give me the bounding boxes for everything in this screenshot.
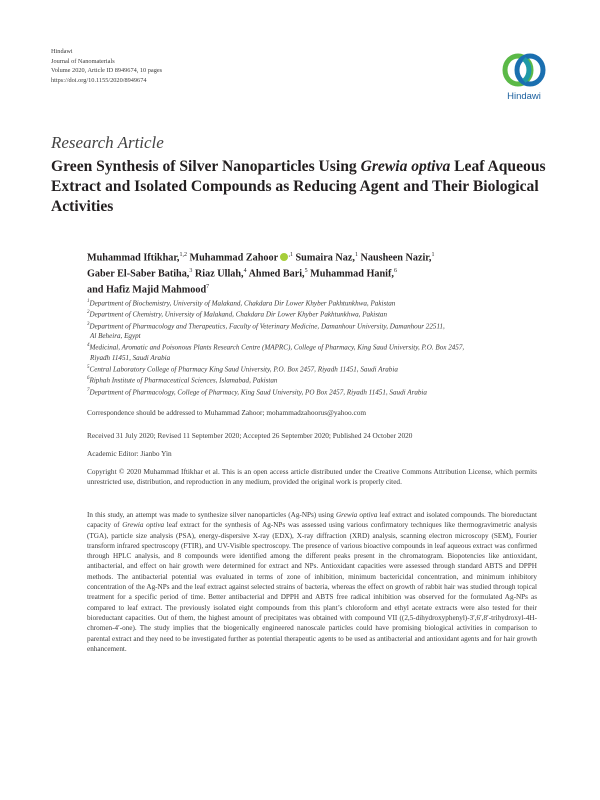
abstract-text: leaf extract and isolated compounds. The bioreductant capacity of xyxy=(87,511,537,530)
affiliations xyxy=(87,297,562,397)
author-affil-ref: 1 xyxy=(431,252,435,258)
author-line-1 xyxy=(87,249,557,265)
author-line-2 xyxy=(87,265,557,281)
affiliation-number: 3 xyxy=(87,321,90,327)
article-dates: Received 31 July 2020; Revised 11 September 2020; Accepted 26 September 2020; Published 24 October 2020 xyxy=(87,431,413,440)
author-name[interactable]: Muhammad Zahoor xyxy=(186,252,278,264)
copyright-notice: Copyright © 2020 Muhammad Iftikhar et al. This is an open access article distributed under the Creative Commons Attribution License, which permits unrestricted use, distribution, and reproduction in any medium, provided the original work is properly cited. xyxy=(87,467,537,487)
author-name[interactable]: Muhammad Hanif, xyxy=(307,268,394,280)
title-part-2: Leaf Aqueous Extract and Isolated Compounds as Reducing Agent and Their Biological Activities xyxy=(51,158,546,215)
affiliation-item xyxy=(87,320,562,331)
title-part-1: Green Synthesis of Silver Nanoparticles Using xyxy=(51,158,361,175)
doi-link[interactable]: https://doi.org/10.1155/2020/8949674 xyxy=(51,76,147,84)
affiliation-text: Central Laboratory College of Pharmacy King Saud University, P.O. Box 2457, Riyadh 11451, Saudi Arabia xyxy=(89,365,398,374)
author-affil-ref: 3 xyxy=(189,268,193,275)
affiliation-item xyxy=(87,374,562,385)
author-affil-ref: 7 xyxy=(206,284,210,291)
hindawi-wordmark: Hindawi xyxy=(507,91,541,102)
author-affil-ref: 6 xyxy=(393,268,397,275)
author-name[interactable]: Sumaira Naz, xyxy=(292,252,355,264)
affiliation-number: 4 xyxy=(87,343,90,349)
author-affil-ref: 5 xyxy=(304,268,308,275)
author-name[interactable]: Nausheen Nazir, xyxy=(357,252,432,264)
affiliation-number: 6 xyxy=(87,376,90,382)
author-affil-ref: 1,2 xyxy=(179,252,187,258)
title-species: Grewia optiva xyxy=(360,158,451,175)
article-title xyxy=(51,157,561,217)
affiliation-item xyxy=(87,363,562,374)
affiliation-item xyxy=(87,308,562,319)
orcid-icon[interactable] xyxy=(280,253,288,261)
publisher-name: Hindawi xyxy=(51,48,73,55)
journal-header xyxy=(51,47,162,85)
affiliation-continuation: Al Beheira, Egypt xyxy=(90,332,141,341)
affiliation-number: 2 xyxy=(87,310,90,316)
affiliation-number: 5 xyxy=(87,365,90,370)
author-affil-ref: 1 xyxy=(354,252,358,258)
affiliation-continuation: Riyadh 11451, Saudi Arabia xyxy=(90,353,171,362)
author-name[interactable]: Muhammad Iftikhar, xyxy=(87,252,180,264)
author-name[interactable]: and Hafiz Majid Mahmood xyxy=(87,284,207,296)
journal-name: Journal of Nanomaterials xyxy=(51,57,115,65)
author-name[interactable]: Ahmed Bari, xyxy=(246,268,305,280)
affiliation-text: Department of Chemistry, University of Malakand, Chakdara Dir Lower Khyber Pakhtunkhwa, Pakistan xyxy=(89,310,388,319)
affiliation-number: 1 xyxy=(87,299,90,304)
author-list xyxy=(87,249,557,298)
abstract-species: Grewia optiva xyxy=(122,521,165,530)
abstract-text: In this study, an attempt was made to synthesize silver nanoparticles (Ag-NPs) using xyxy=(87,511,336,519)
correspondence: Correspondence should be addressed to Muhammad Zahoor; mohammadzahoorus@yahoo.com xyxy=(87,408,367,417)
affiliation-text: Riphah Institute of Pharmaceutical Sciences, Islamabad, Pakistan xyxy=(89,376,278,385)
affiliation-text: Department of Pharmacology and Therapeutics, Faculty of Veterinary Medicine, Damanhour University, Damanhour 22511, xyxy=(89,322,445,331)
author-line-3 xyxy=(87,281,557,297)
academic-editor: Academic Editor: Jianbo Yin xyxy=(87,449,172,458)
affiliation-text: Department of Biochemistry, University of Malakand, Chakdara Dir Lower Khyber Pakhtunkhwa, Pakistan xyxy=(89,299,396,308)
affiliation-number: 7 xyxy=(87,387,90,393)
abstract-text: leaf extract for the synthesis of Ag-NPs was assessed using various confirmatory techniques like thermogravimetric analysis (TGA), particle size analysis (PSA), energy-dispersive X-ray (EDX), X-ray diffraction (XRD) analysis, scanning electron microscopy (SEM), Fourier transform infrared spectroscopy (FTIR), and UV-Visible spectroscopy. The presence of various bioactive compounds in leaf aqueous extract was confirmed through HPLC analysis, and 8 compounds were identified among the different peaks present in the chromatogram. Biopotencies like antioxidant, antibacterial, and effect on hair growth were determined for extract and NPs. Antioxidant capacities were assessed through standard ABTS and DPPH methods. The antibacterial potential was evaluated in terms of zone of inhibition, minimum bactericidal concentration, and minimum inhibitory concentration of the Ag-NPs and the leaf extract against selected strains of bacteria, whereas the effect on growth of rabbit hair was studied through topical treatment for a specific period of time. Better antibacterial and DPPH and ABTS free radical inhibition was observed for the formulated Ag-NPs as compared to leaf extract. The previously isolated eight compounds from this plant’s chloroform and ethyl acetate extracts were also tested for their bioreductant capacities. Out of them, the highest amount of precipitates was obtained with compound VII ((2,5-dihydroxyphenyl)-3′,6′,8′-trihydroxyl-4H-chromen-4′-one). The study implies that the biogenically engineered nanoscale particles could have promising biological activities in comparison to parental extract and they need to be investigated further as potential therapeutic agents to be used as antibacterial and antioxidant agents and for hair growth enhancement. xyxy=(87,521,537,653)
article-type: Research Article xyxy=(51,133,164,152)
author-name[interactable]: Gaber El-Saber Batiha, xyxy=(87,268,190,280)
affiliation-text: Medicinal, Aromatic and Poisonous Plants Research Centre (MAPRC), College of Pharmacy, King Saud University, P.O. Box 2457, xyxy=(89,343,465,352)
affiliation-text: Department of Pharmacology, College of Pharmacy, King Saud University, PO Box 2457, Riyadh 11451, Saudi Arabia xyxy=(89,388,427,397)
abstract xyxy=(87,510,537,654)
affiliation-item xyxy=(87,341,562,352)
affiliation-item xyxy=(87,386,562,397)
affiliation-item xyxy=(87,297,562,308)
abstract-species: Grewia optiva xyxy=(335,511,378,519)
author-affil-ref: ,1 xyxy=(288,252,293,258)
author-name[interactable]: Riaz Ullah, xyxy=(192,268,244,280)
author-affil-ref: 4 xyxy=(243,268,247,275)
volume-info: Volume 2020, Article ID 8949674, 10 pages xyxy=(51,67,163,75)
